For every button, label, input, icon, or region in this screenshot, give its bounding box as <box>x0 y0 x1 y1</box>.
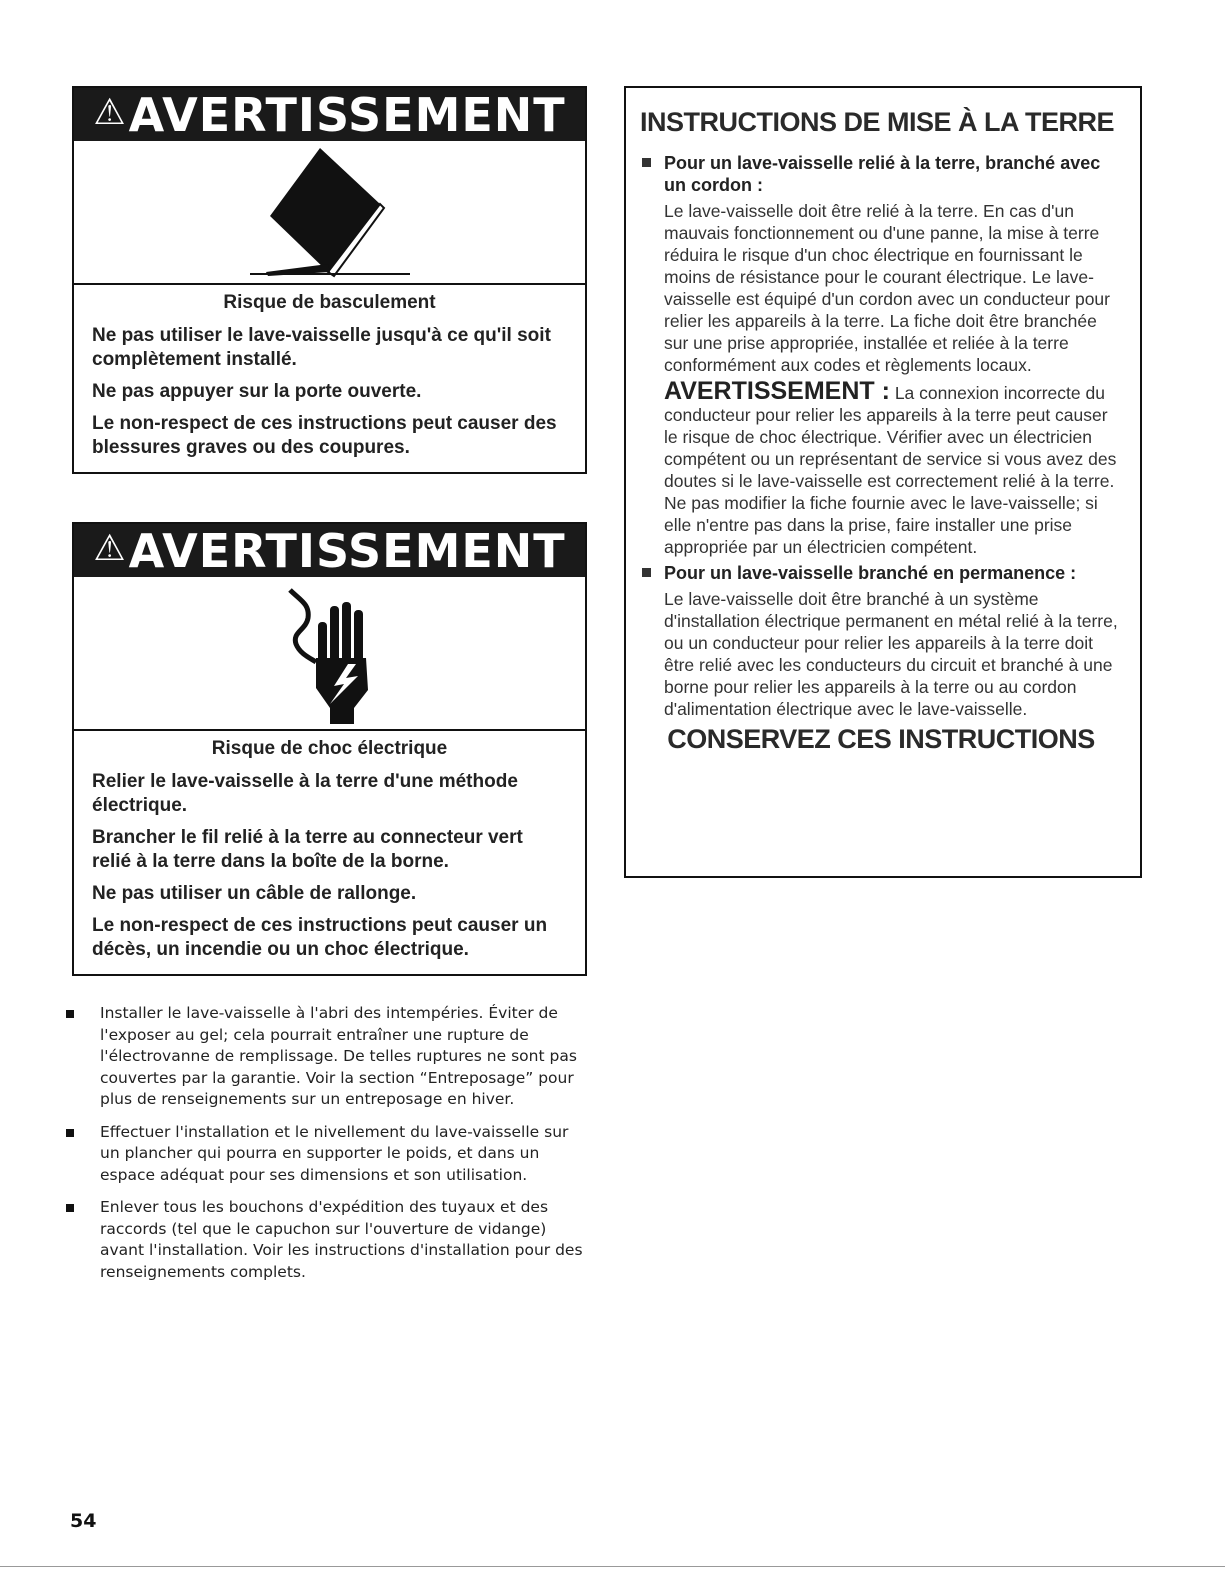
bullet-square-icon <box>66 1010 74 1018</box>
warning-line: Ne pas utiliser le lave-vaisselle jusqu'à ce qu'il soit complètement installé. <box>92 325 551 370</box>
list-item: Enlever tous les bouchons d'expédition des tuyaux et des raccords (tel que le capuchon sur l'ouverture de vidange) avant l'installation. Voir les instructions d'installation pour des renseignements complets. <box>62 1197 590 1283</box>
warning-triangle-icon: ⚠ <box>93 528 127 569</box>
risk-label: Risque de choc électrique <box>211 738 448 759</box>
warning-body <box>74 285 585 472</box>
warning-line: Le non-respect de ces instructions peut causer des blessures graves ou des coupures. <box>92 413 557 458</box>
list-item: Installer le lave-vaisselle à l'abri des intempéries. Éviter de l'exposer au gel; cela pourrait entraîner une rupture de l'électrovanne de remplissage. De telles ruptures ne sont pas couvertes par la garantie. Voir la section “Entreposage” pour plus de renseignements sur un entreposage en hiver. <box>62 1003 590 1111</box>
page-number: 54 <box>70 1510 97 1532</box>
corded-text: Le lave-vaisselle doit être relié à la terre. En cas d'un mauvais fonctionnement ou d'une panne, la mise à terre réduira le risque d'un choc électrique en fournissant le moins de résistance pour le courant électrique. Le lave-vaisselle est équipé d'un cordon avec un conducteur pour relier les appareils à la terre. La fiche doit être branchée sur une prise appropriée, installée et reliée à la terre conformément aux codes et règlements locaux. <box>664 201 1110 375</box>
warning-triangle-icon: ⚠ <box>93 92 127 133</box>
permanent-heading: Pour un lave-vaisselle branché en permanence : <box>640 562 1122 584</box>
warning-body <box>74 731 585 974</box>
grounding-title: INSTRUCTIONS DE MISE À LA TERRE <box>640 107 1115 137</box>
bullet-square-icon <box>66 1129 74 1137</box>
warning-line: Brancher le fil relié à la terre au connecteur vert relié à la terre dans la boîte de la borne. <box>92 827 523 872</box>
warning-header <box>74 88 585 141</box>
warning-title: AVERTISSEMENT <box>128 523 566 578</box>
warning-title: AVERTISSEMENT <box>128 87 566 142</box>
warning-line: Ne pas appuyer sur la porte ouverte. <box>92 381 422 402</box>
grounding-instructions-box <box>624 86 1142 878</box>
grounding-warning <box>640 377 1122 558</box>
installation-bullets <box>62 1003 590 1294</box>
list-item: Effectuer l'installation et le nivellement du lave-vaisselle sur un plancher qui pourra en supporter le poids, et dans un espace adéquat pour ses dimensions et son utilisation. <box>62 1122 590 1187</box>
bottom-divider <box>0 1566 1225 1567</box>
warning-header <box>74 524 585 577</box>
warning-line: Relier le lave-vaisselle à la terre d'une méthode électrique. <box>92 771 518 816</box>
bullet-square-icon <box>66 1204 74 1212</box>
risk-label: Risque de basculement <box>223 292 436 313</box>
electric-shock-hazard-icon <box>74 577 585 731</box>
warning-line: Ne pas utiliser un câble de rallonge. <box>92 883 417 904</box>
warning-box-tipping <box>72 86 587 474</box>
tipping-hazard-icon <box>74 141 585 285</box>
corded-heading: Pour un lave-vaisselle relié à la terre, branché avec un cordon : <box>640 152 1122 196</box>
grounding-warning-label: AVERTISSEMENT : <box>664 377 890 405</box>
permanent-text: Le lave-vaisselle doit être branché à un système d'installation électrique permanent en métal relié à la terre, ou un conducteur pour relier les appareils à la terre doit être relié avec les conducteurs du circuit et branché à une borne pour relier les appareils à la terre ou au cordon d'alimentation électrique avec le lave-vaisselle. <box>664 589 1118 719</box>
save-instructions-footer: CONSERVEZ CES INSTRUCTIONS <box>667 724 1095 754</box>
warning-line: Le non-respect de ces instructions peut causer un décès, un incendie ou un choc électrique. <box>92 915 548 960</box>
warning-box-electric <box>72 522 587 976</box>
bullet-square-icon <box>642 158 651 167</box>
bullet-square-icon <box>642 568 651 577</box>
grounding-warning-text: La connexion incorrecte du conducteur pour relier les appareils à la terre peut causer le risque de choc électrique. Vérifier avec un électricien compétent ou un représentant de service si vous avez des doutes si le lave-vaisselle est correctement relié à la terre. Ne pas modifier la fiche fournie avec le lave-vaisselle; si elle n'entre pas dans la prise, faire installer une prise appropriée par un électricien compétent. <box>664 383 1117 557</box>
